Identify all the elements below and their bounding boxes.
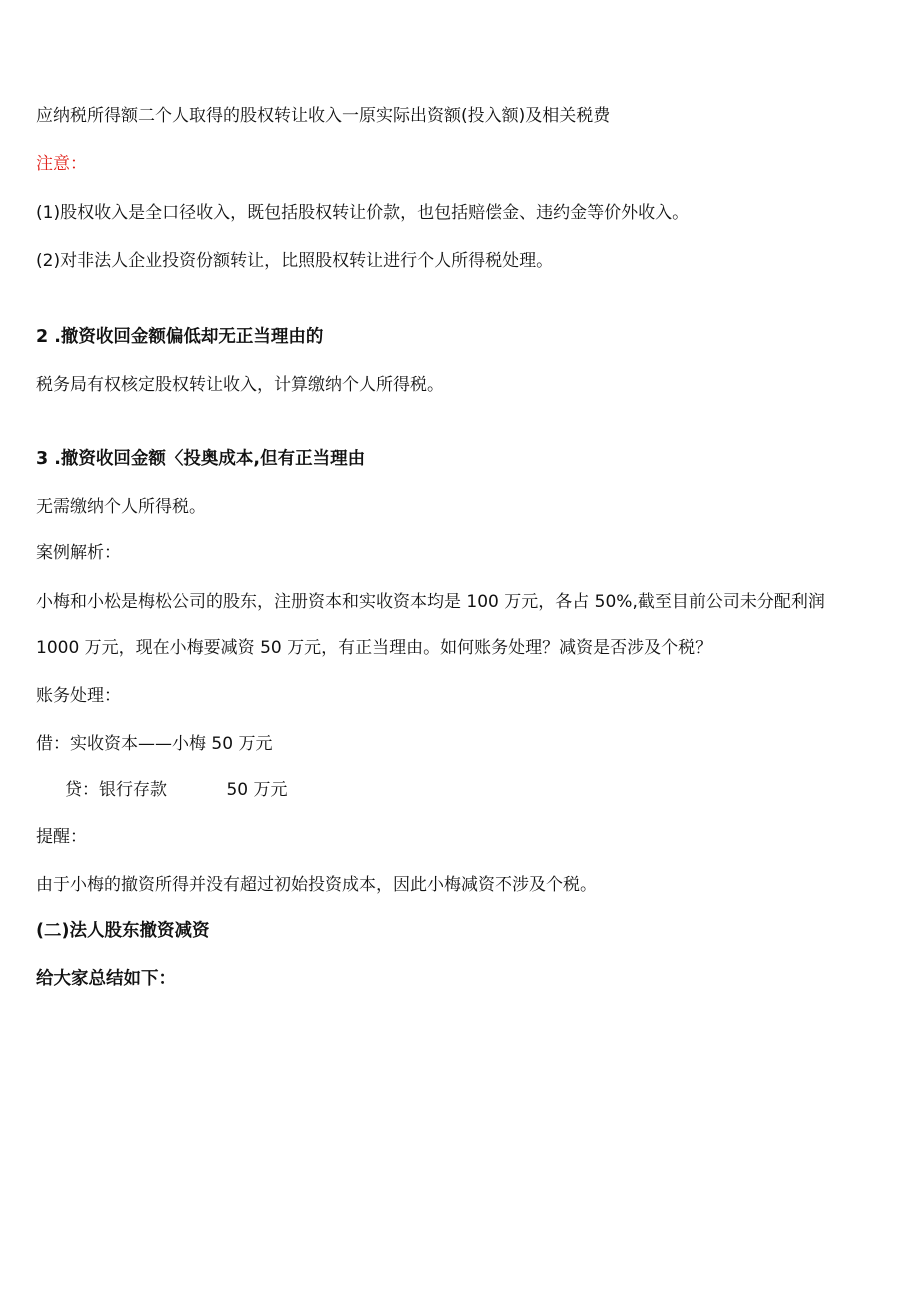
credit-entry: 贷：银行存款 50 万元 — [65, 780, 288, 800]
reminder-label: 提醒： — [36, 827, 87, 847]
accounting-label: 账务处理： — [36, 686, 121, 706]
reminder-text: 由于小梅的撤资所得并没有超过初始投资成本，因此小梅减资不涉及个税。 — [36, 875, 597, 895]
section-heading-2: 2 .撤资收回金额偏低却无正当理由的 — [36, 327, 324, 347]
tax-formula-text: 应纳税所得额二个人取得的股权转让收入一原实际出资额(投入额)及相关税费 — [36, 106, 611, 126]
section-heading-3: 3 .撤资收回金额〈投奥成本,但有正当理由 — [36, 449, 366, 469]
note-item-1: (1)股权收入是全口径收入，既包括股权转让价款，也包括赔偿金、违约金等价外收入。 — [36, 203, 690, 223]
note-item-2: (2)对非法人企业投资份额转让，比照股权转让进行个人所得税处理。 — [36, 251, 554, 271]
debit-entry: 借：实收资本——小梅 50 万元 — [36, 734, 273, 754]
note-label: 注意： — [36, 154, 87, 174]
case-text-line-2: 1000 万元，现在小梅要减资 50 万元，有正当理由。如何账务处理？减资是否涉及个税？ — [36, 638, 713, 658]
section-2-paragraph: 税务局有权核定股权转让收入，计算缴纳个人所得税。 — [36, 375, 444, 395]
section-3-paragraph: 无需缴纳个人所得税。 — [36, 497, 206, 517]
case-text-line-1: 小梅和小松是梅松公司的股东，注册资本和实收资本均是 100 万元，各占 50%,截至目前公司未分配利润 — [36, 592, 825, 612]
case-label: 案例解析： — [36, 543, 121, 563]
corporate-shareholder-heading: (二)法人股东撤资减资 — [36, 921, 210, 941]
summary-heading: 给大家总结如下： — [36, 969, 176, 989]
